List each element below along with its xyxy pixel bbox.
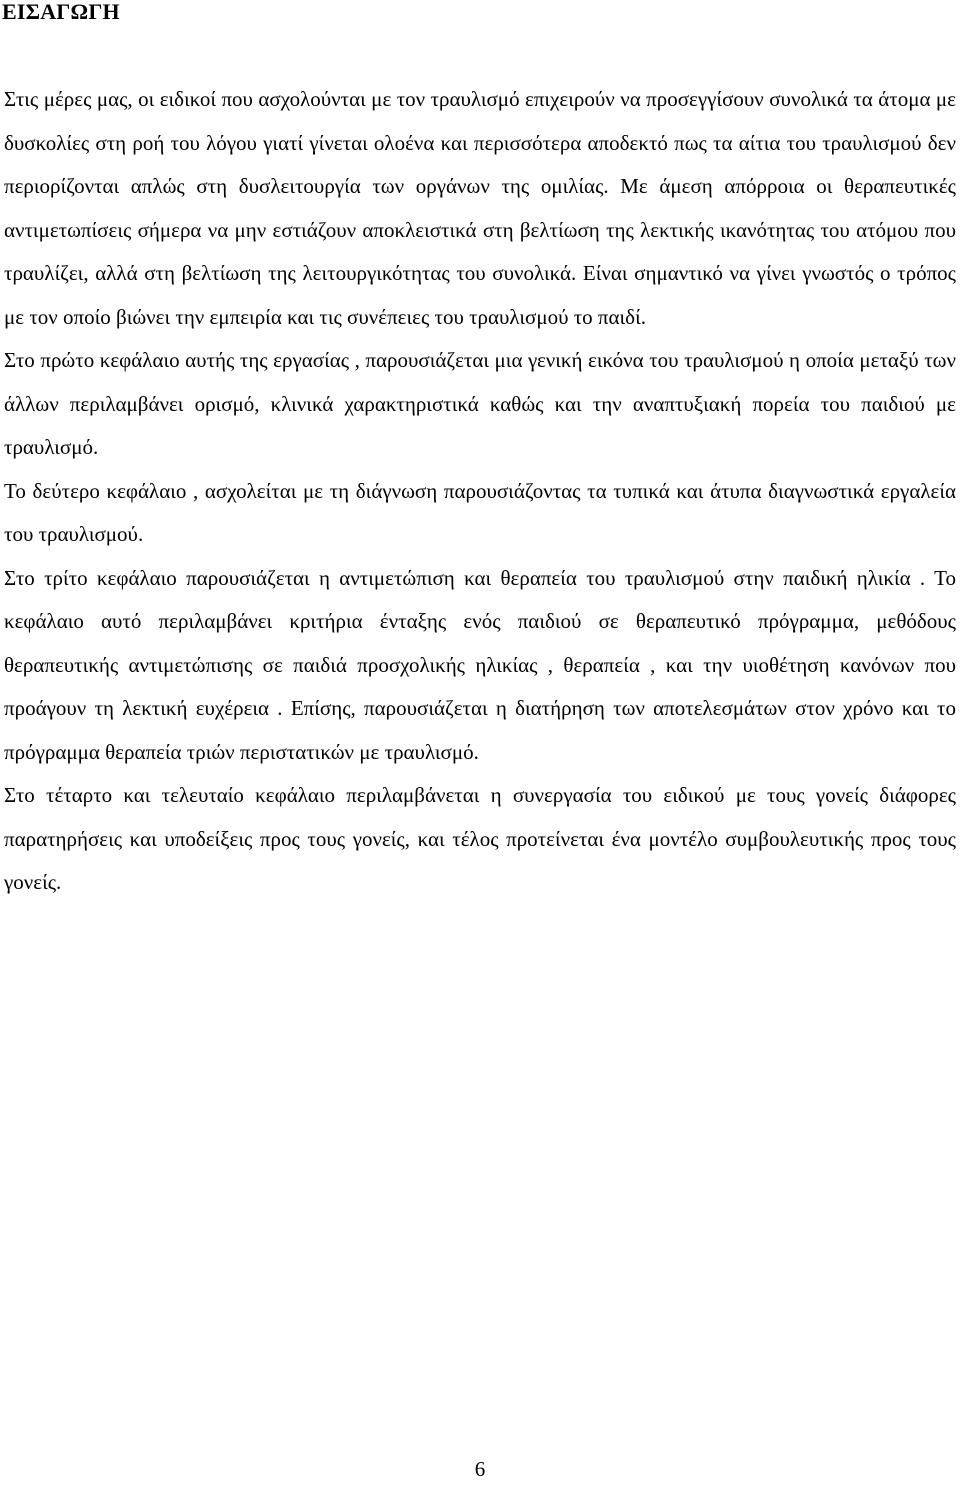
paragraph-3: Το δεύτερο κεφάλαιο , ασχολείται με τη διάγνωση παρουσιάζοντας τα τυπικά και άτυπα διαγνωστικά εργαλεία του τραυλισμού. — [4, 478, 956, 546]
paragraph-5: Στο τέταρτο και τελευταίο κεφάλαιο περιλαμβάνεται η συνεργασία του ειδικού με τους γονείς διάφορες παρατηρήσεις και υποδείξεις προς τους γονείς, και τέλος προτείνεται ένα μοντέλο συμβουλευτικής προς τους γονείς. — [4, 783, 956, 894]
paragraph-2: Στο πρώτο κεφάλαιο αυτής της εργασίας , παρουσιάζεται μια γενική εικόνα του τραυλισμού η οποία μεταξύ των άλλων περιλαμβάνει ορισμό, κλινικά χαρακτηριστικά καθώς και την αναπτυξιακή πορεία του παιδιού με τραυλισμό. — [4, 348, 956, 459]
page-number: 6 — [474, 1457, 486, 1481]
body-text — [4, 78, 956, 905]
paragraph-4: Στο τρίτο κεφάλαιο παρουσιάζεται η αντιμετώπιση και θεραπεία του τραυλισμού στην παιδική ηλικία . Το κεφάλαιο αυτό περιλαμβάνει κριτήρια ένταξης ενός παιδιού σε θεραπευτικό πρόγραμμα, μεθόδους θεραπευτικής αντιμετώπισης σε παιδιά προσχολικής ηλικίας , θεραπεία , και την υιοθέτηση κανόνων που προάγουν τη λεκτική ευχέρεια . Επίσης, παρουσιάζεται η διατήρηση των αποτελεσμάτων στον χρόνο και το πρόγραμμα θεραπεία τριών περιστατικών με τραυλισμό. — [4, 565, 956, 764]
section-heading: ΕΙΣΑΓΩΓΗ — [2, 0, 120, 24]
paragraph-1: Στις μέρες μας, οι ειδικοί που ασχολούνται με τον τραυλισμό επιχειρούν να προσεγγίσουν συνολικά τα άτομα με δυσκολίες στη ροή του λόγου γιατί γίνεται ολοένα και περισσότερα αποδεκτό πως τα αίτια του τραυλισμού δεν περιορίζονται απλώς στη δυσλειτουργία των οργάνων της ομιλίας. Με άμεση απόρροια οι θεραπευτικές αντιμετωπίσεις σήμερα να μην εστιάζουν αποκλειστικά στη βελτίωση της λεκτικής ικανότητας του ατόμου που τραυλίζει, αλλά στη βελτίωση της λειτουργικότητας του συνολικά. Είναι σημαντικό να γίνει γνωστός ο τρόπος με τον οποίο βιώνει την εμπειρία και τις συνέπειες του τραυλισμού το παιδί. — [4, 87, 956, 329]
